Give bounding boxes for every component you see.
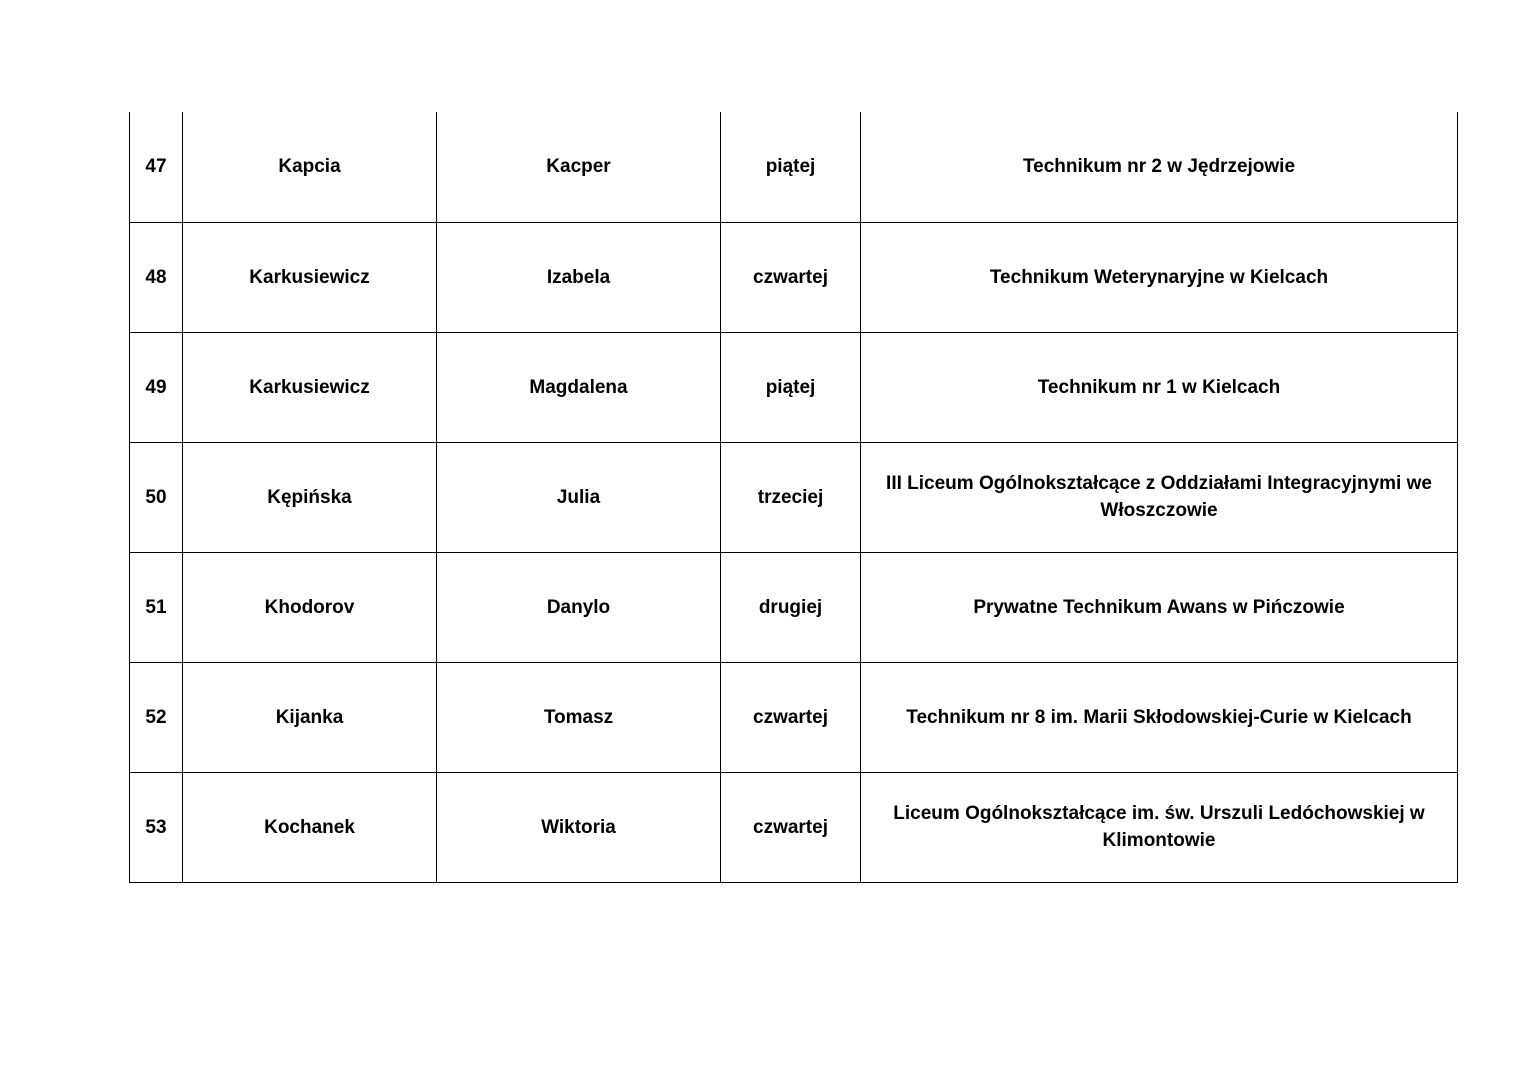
first-name-cell: Julia [437, 442, 721, 552]
surname-cell: Karkusiewicz [183, 332, 437, 442]
school-cell: Technikum nr 2 w Jędrzejowie [861, 112, 1458, 222]
table-row [130, 662, 1458, 772]
first-name-cell: Magdalena [437, 332, 721, 442]
table-row [130, 332, 1458, 442]
row-number: 47 [130, 112, 183, 222]
grade-cell: czwartej [721, 222, 861, 332]
school-cell: Liceum Ogólnokształcące im. św. Urszuli Ledóchowskiej w Klimontowie [861, 772, 1458, 882]
first-name-cell: Wiktoria [437, 772, 721, 882]
student-table-container [129, 112, 1457, 883]
row-number: 49 [130, 332, 183, 442]
surname-cell: Kępińska [183, 442, 437, 552]
row-number: 51 [130, 552, 183, 662]
surname-cell: Kochanek [183, 772, 437, 882]
table-row [130, 552, 1458, 662]
surname-cell: Karkusiewicz [183, 222, 437, 332]
grade-cell: piątej [721, 332, 861, 442]
grade-cell: trzeciej [721, 442, 861, 552]
grade-cell: drugiej [721, 552, 861, 662]
school-cell: Technikum nr 1 w Kielcach [861, 332, 1458, 442]
table-row [130, 112, 1458, 222]
school-cell: Technikum Weterynaryjne w Kielcach [861, 222, 1458, 332]
student-table [129, 112, 1458, 883]
row-number: 52 [130, 662, 183, 772]
school-cell: III Liceum Ogólnokształcące z Oddziałami Integracyjnymi we Włoszczowie [861, 442, 1458, 552]
table-row [130, 222, 1458, 332]
table-row [130, 772, 1458, 882]
row-number: 50 [130, 442, 183, 552]
grade-cell: piątej [721, 112, 861, 222]
row-number: 48 [130, 222, 183, 332]
surname-cell: Kapcia [183, 112, 437, 222]
school-cell: Technikum nr 8 im. Marii Skłodowskiej-Curie w Kielcach [861, 662, 1458, 772]
grade-cell: czwartej [721, 662, 861, 772]
first-name-cell: Tomasz [437, 662, 721, 772]
school-cell: Prywatne Technikum Awans w Pińczowie [861, 552, 1458, 662]
surname-cell: Khodorov [183, 552, 437, 662]
surname-cell: Kijanka [183, 662, 437, 772]
table-row [130, 442, 1458, 552]
first-name-cell: Danylo [437, 552, 721, 662]
first-name-cell: Kacper [437, 112, 721, 222]
row-number: 53 [130, 772, 183, 882]
grade-cell: czwartej [721, 772, 861, 882]
first-name-cell: Izabela [437, 222, 721, 332]
